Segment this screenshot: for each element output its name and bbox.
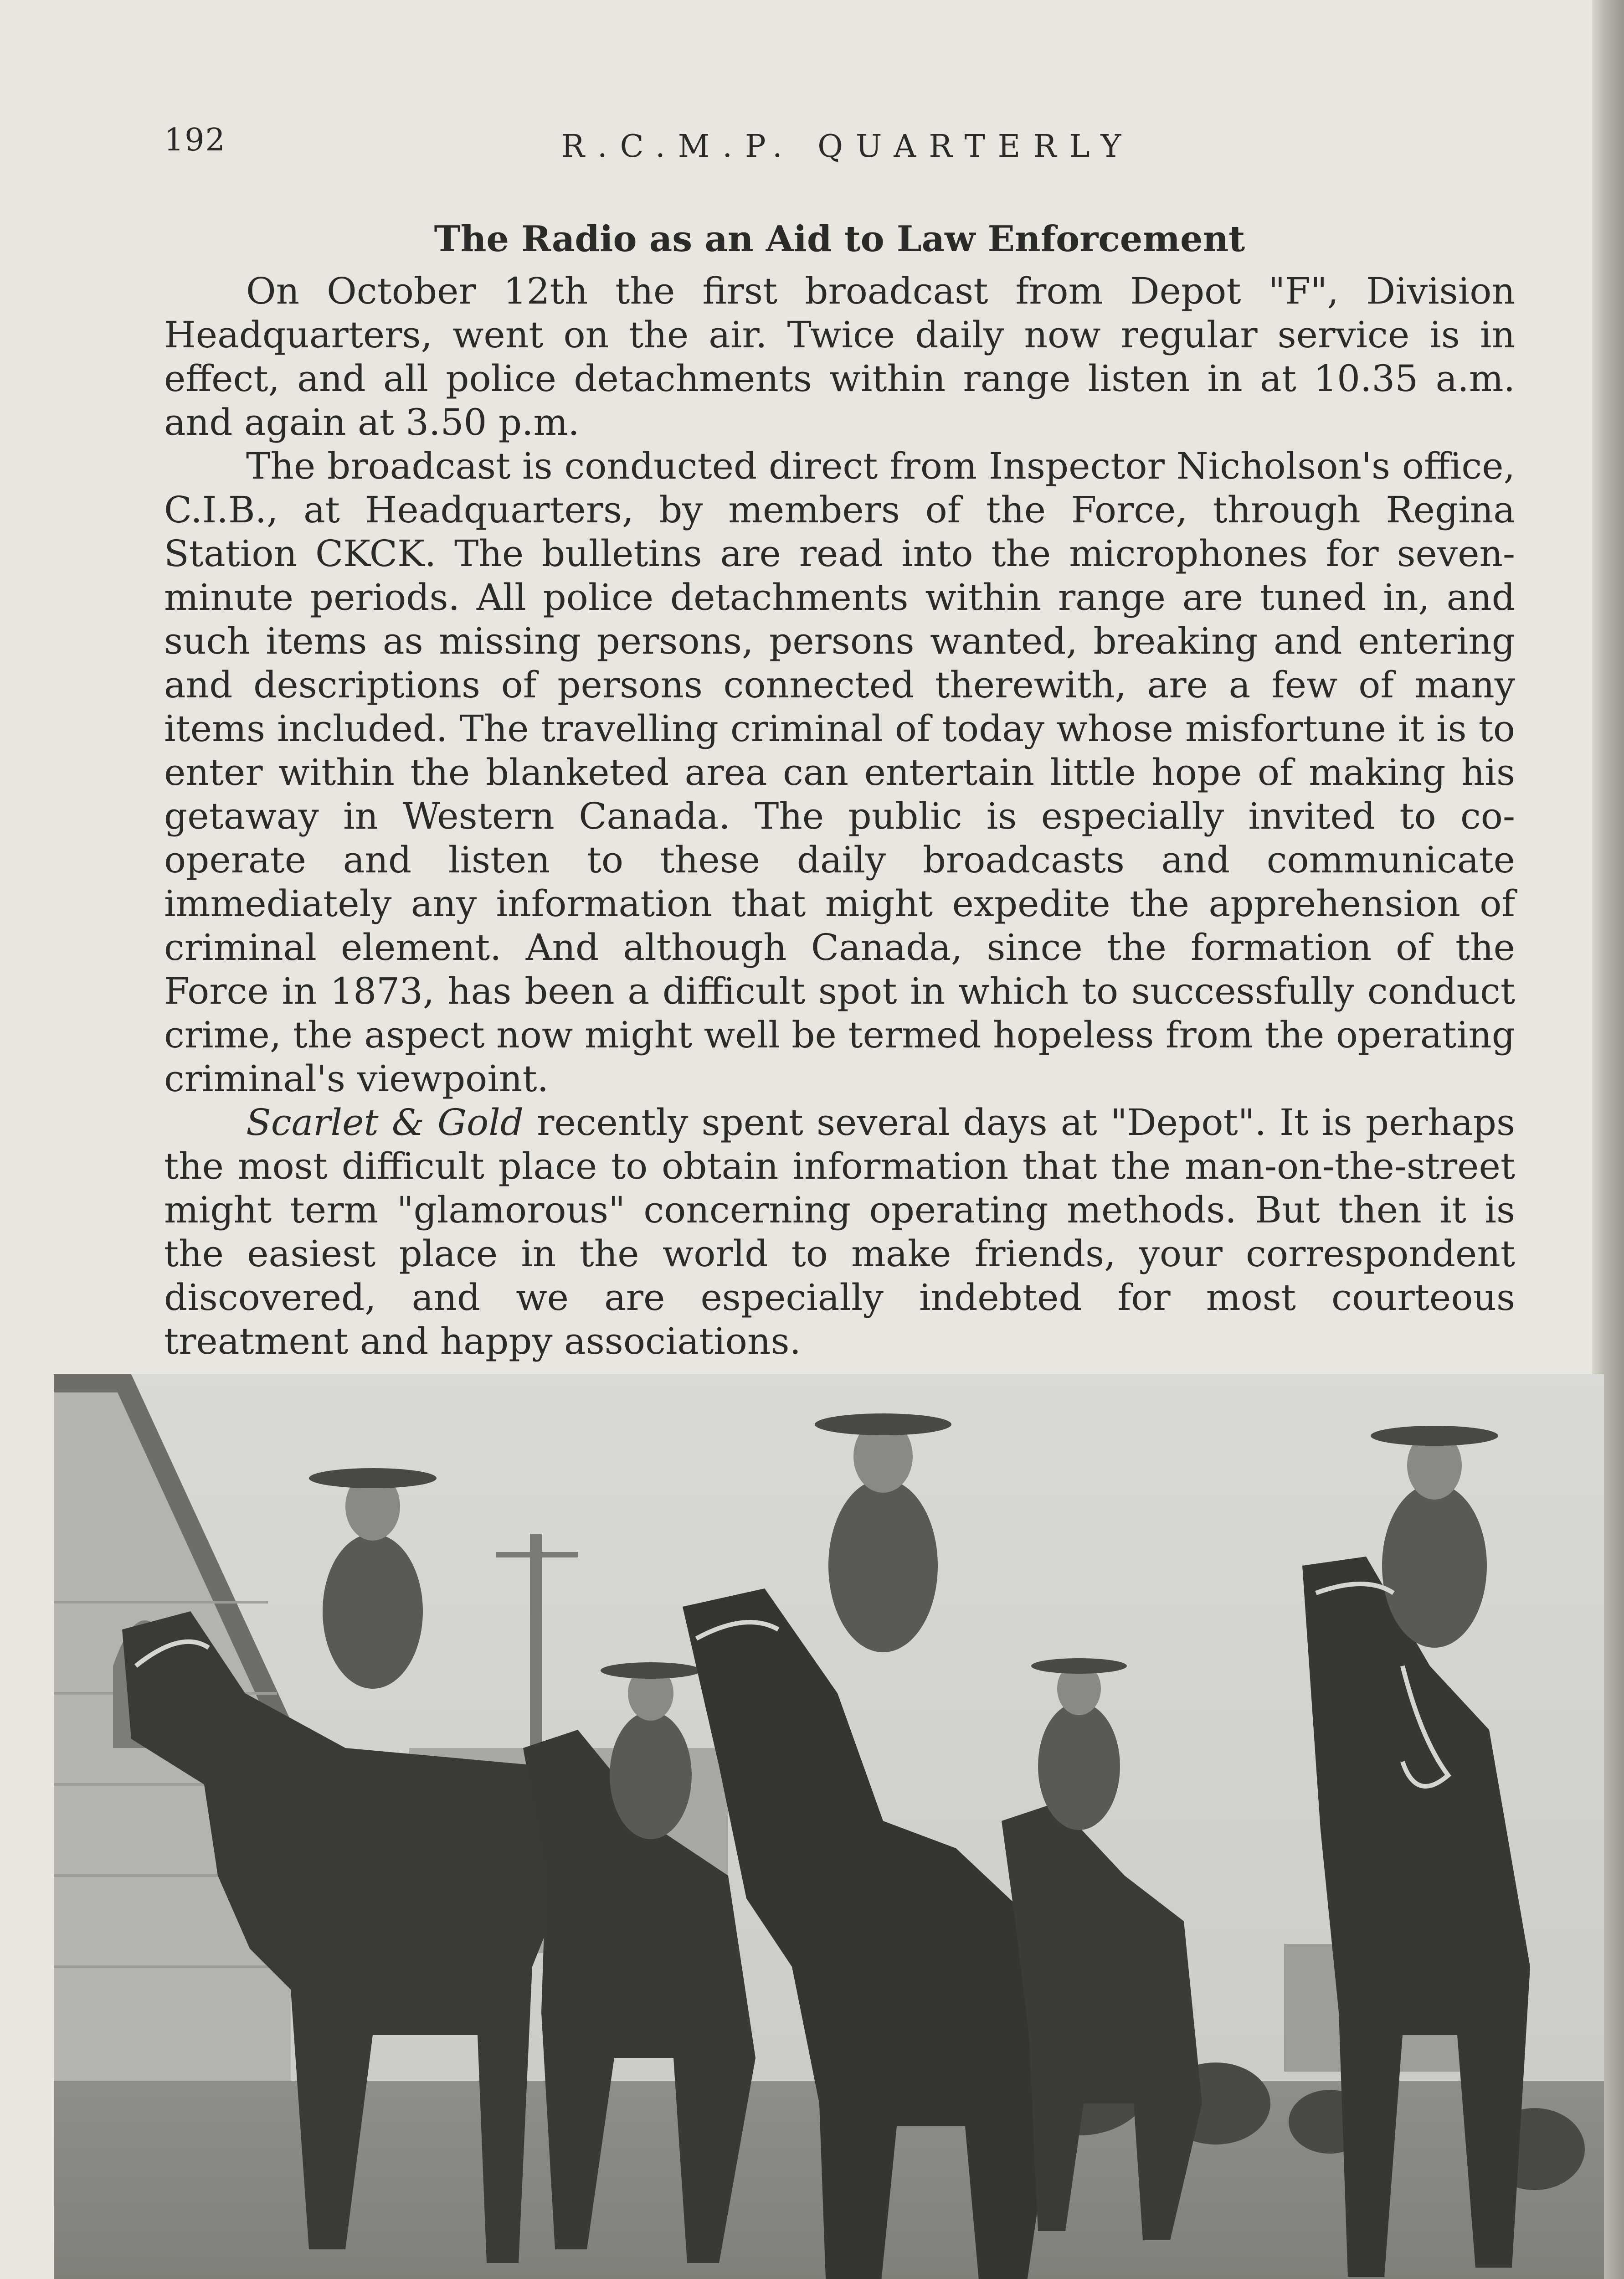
article xyxy=(164,217,1515,1363)
paragraph-3 xyxy=(164,1101,1515,1363)
magazine-name: Scarlet & Gold xyxy=(246,1101,524,1144)
page-number: 192 xyxy=(164,122,226,158)
paragraph-2: The broadcast is conducted direct from Inspector Nicholson's office, C.I.B., at Headquarters, by members of the Force, through Regina Station CKCK. The bulletins are read into the microphones for seven-minute periods. All police detachments within range are tuned in, and such items as missing persons, persons wanted, breaking and entering and descriptions of persons connected therewith, are a few of many items included. The travelling criminal of today whose misfortune it is to enter within the blanketed area can entertain little hope of making his getaway in Western Canada. The public is especially invited to co-operate and listen to these daily broadcasts and communicate immediately any information that might expedite the apprehension of criminal element. And although Canada, since the formation of the Force in 1873, has been a difficult spot in which to successfully conduct crime, the aspect now might well be termed hopeless from the operating criminal's viewpoint. xyxy=(164,445,1515,1100)
mounted-squad-photo xyxy=(54,1374,1604,2279)
article-title: The Radio as an Aid to Law Enforcement xyxy=(434,218,1245,260)
running-head: R.C.M.P. QUARTERLY xyxy=(561,129,1134,165)
paragraph-3-text: recently spent several days at "Depot". It is perhaps the most difficult place to obtain information that the man-on-the-street might term "glamorous" concerning operating methods. But then it is the easiest place in the world to make friends, your correspondent discovered, and we are especially indebted for most courteous treatment and happy associations. xyxy=(164,1101,1516,1362)
paragraph-1: On October 12th the first broadcast from Depot "F", Division Headquarters, went on the air. Twice daily now regular service is in effect, and all police detachments within range listen in at 10.35 a.m. and again at 3.50 p.m. xyxy=(164,270,1515,443)
